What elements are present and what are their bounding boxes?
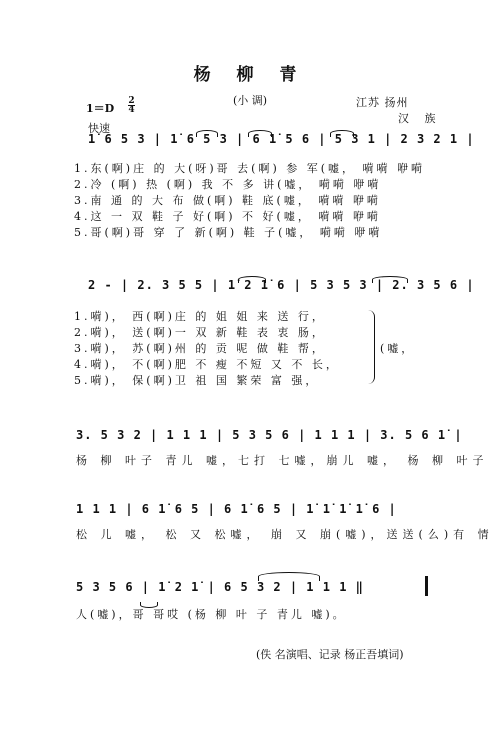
system1-verse-1: 1.东(啊)庄 的 大(呀)哥 去(啊) 参 军(嘘， 嗬嗬 咿嗬: [74, 162, 426, 175]
system1-verse-5: 5.哥(啊)哥 穿 了 新(啊) 鞋 子(嘘， 嗬嗬 咿嗬: [74, 226, 383, 239]
system1-verse-2: 2.冷 (啊) 热 (啊) 我 不 多 讲(嘘， 嗬嗬 咿嗬: [74, 178, 382, 191]
system1-verse-3: 3.南 通 的 大 布 做(啊) 鞋 底(嘘， 嗬嗬 咿嗬: [74, 194, 381, 207]
slur: [330, 130, 354, 137]
verse-brace: [368, 310, 375, 384]
key-signature: 1＝D: [86, 102, 115, 115]
time-signature: [128, 97, 135, 114]
slur: [372, 276, 408, 283]
system1-notes: 1̇ 6 5 3 | 1̇ 6 5 3 | 6 1̇ 5 6 | 5 3 1 | 2 3 2 1 |: [88, 132, 475, 146]
slur: [196, 130, 218, 137]
credit-line: (佚 名演唱、记录 杨正吾填词): [256, 648, 404, 661]
slur: [238, 276, 266, 283]
origin-label: 江苏 扬州: [356, 96, 409, 109]
system5-lyric: 人(嘘)，哥 哥哎 (杨 柳 叶 子 青儿 嘘)。: [76, 608, 347, 621]
system3-lyric: 杨 柳 叶子 青儿 嘘，七打 七嘘，崩儿 嘘， 杨 柳 叶子: [76, 454, 489, 467]
slur: [258, 572, 320, 581]
slur: [248, 130, 272, 137]
system4-lyric: 松 儿 嘘， 松 又 松嘘， 崩 又 崩(嘘)，送送(么)有 情: [76, 528, 494, 541]
system5-notes: 5 3 5 6 | 1̇ 2 1̇ | 6 5 3 2 | 1 1 1 ‖: [76, 580, 364, 594]
tempo-marking: 快速: [88, 122, 110, 135]
system2-notes: 2 - | 2. 3 5 5 | 1̇ 2 1̇ 6 | 5 3 5 3 | 2. 3 5 6 |: [88, 278, 475, 292]
ethnicity-label: 汉 族: [398, 112, 442, 125]
brace-refrain: (嘘，: [380, 342, 416, 355]
mode-label: (小 调): [232, 94, 268, 107]
system2-verse-2: 2.嗬)， 送(啊)一 双 新 鞋 表 衷 肠，: [74, 326, 326, 339]
system1-verse-4: 4.这 一 双 鞋 子 好(啊) 不 好(嘘， 嗬嗬 咿嗬: [74, 210, 381, 223]
system2-verse-1: 1.嗬)， 西(啊)庄 的 姐 姐 来 送 行，: [74, 310, 326, 323]
final-barline: [425, 576, 428, 596]
song-title: 杨 柳 青: [193, 65, 307, 85]
system2-verse-3: 3.嗬)， 苏(啊)州 的 贡 呢 做 鞋 帮，: [74, 342, 326, 355]
system2-verse-4: 4.嗬)， 不(啊)肥 不 瘦 不短 又 不 长，: [74, 358, 340, 371]
system4-notes: 1 1 1 | 6 1̇ 6 5 | 6 1̇ 6 5 | 1̇ 1̇ 1̇ 1̇ 6 |: [76, 502, 397, 516]
system3-notes: 3. 5 3 2 | 1 1 1 | 5 3 5 6 | 1 1 1 | 3. 5 6 1̇ |: [76, 428, 463, 442]
time-signature-bottom: 4: [128, 105, 135, 115]
system2-verse-5: 5.嗬)， 保(啊)卫 祖 国 繁荣 富 强，: [74, 374, 320, 387]
time-signature-top: 2: [128, 96, 135, 106]
